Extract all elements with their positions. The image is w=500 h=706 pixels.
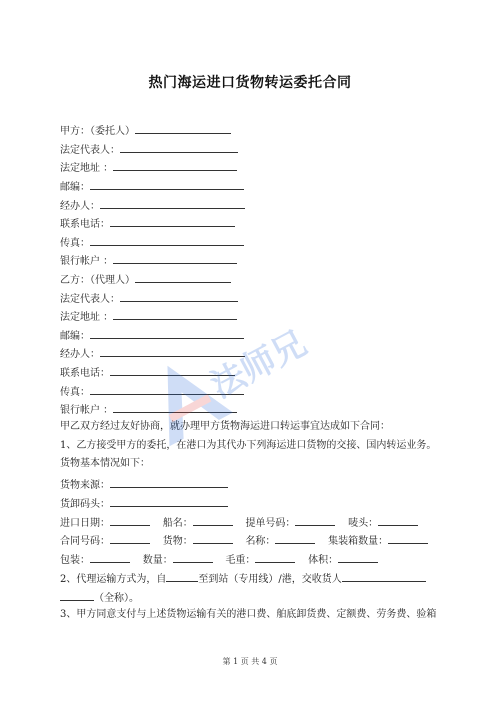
party-b-bank-line xyxy=(60,402,237,417)
party-a-address-line xyxy=(60,160,237,175)
party-a-postcode: 邮编： xyxy=(60,182,90,193)
unload-dock-line xyxy=(60,496,228,511)
cargo-source-line xyxy=(60,477,228,492)
blank-line xyxy=(110,477,228,488)
party-a-rep: 法定代表人： xyxy=(60,145,120,156)
party-a-rep-line xyxy=(60,142,238,157)
party-a-agent: 经办人： xyxy=(60,201,100,212)
watermark-text: 法师兄 xyxy=(204,323,314,407)
party-a-fax-line xyxy=(60,235,244,250)
party-b-agent-line xyxy=(60,346,245,361)
party-b-fax-line xyxy=(60,384,244,399)
intro-paragraph: 甲乙双方经过友好协商，就办理甲方货物海运进口转运事宜达成如下合同： xyxy=(60,421,390,432)
party-a-agent-line xyxy=(60,198,245,213)
party-a-phone-line xyxy=(60,216,235,231)
blank-line xyxy=(90,179,244,190)
blank-line xyxy=(113,160,237,171)
party-b-address: 法定地址 ： xyxy=(60,312,114,323)
blank-line xyxy=(110,515,150,526)
cargo-row-2 xyxy=(60,533,428,548)
blank-line xyxy=(275,533,315,544)
blank-line xyxy=(388,533,428,544)
party-b-bank: 银行帐户 ： xyxy=(60,405,114,416)
blank-line xyxy=(90,384,244,395)
blank-line xyxy=(60,590,94,601)
blank-line xyxy=(110,216,235,227)
party-b-address-line xyxy=(60,309,237,324)
party-b-rep-line xyxy=(60,291,238,306)
party-a-phone: 联系电话： xyxy=(60,219,110,230)
blank-line xyxy=(135,272,231,283)
party-a-postcode-line xyxy=(60,179,244,194)
party-b-postcode: 邮编： xyxy=(60,331,90,342)
cargo-source-label: 货物来源： xyxy=(60,480,110,491)
clause-3: 3、甲方同意支付与上述货物运输有关的港口费、舶底卸货费、定额费、劳务费、验箱 xyxy=(60,609,437,620)
party-a-bank-line xyxy=(60,253,237,268)
clause-2 xyxy=(60,571,426,586)
mark-label: 唛头： xyxy=(348,518,379,529)
blank-line xyxy=(338,552,378,563)
contract-number-label: 合同号码： xyxy=(60,536,110,547)
clause-2-continued xyxy=(60,590,139,605)
import-date-label: 进口日期： xyxy=(60,518,110,529)
blank-line xyxy=(135,123,231,134)
clause-2-part-a: 2、代理运输方式为，自 xyxy=(60,574,167,585)
packing-label: 包装： xyxy=(60,555,90,566)
party-b-fax: 传真： xyxy=(60,387,90,398)
blank-line xyxy=(120,142,238,153)
blank-line xyxy=(113,253,237,264)
blank-line xyxy=(113,309,237,320)
blank-line xyxy=(90,552,130,563)
party-b-label-line xyxy=(60,272,231,287)
blank-line xyxy=(90,235,244,246)
blank-line xyxy=(113,402,237,413)
blank-line xyxy=(193,515,233,526)
blank-line xyxy=(110,533,150,544)
party-a-label: 甲方：（委托人） xyxy=(60,126,135,137)
party-b-phone: 联系电话： xyxy=(60,368,110,379)
party-b-label: 乙方：（代理人） xyxy=(60,275,135,286)
cargo-row-3 xyxy=(60,552,378,567)
volume-label: 体积： xyxy=(308,555,339,566)
cargo-heading: 货物基本情况如下： xyxy=(60,458,150,469)
party-b-postcode-line xyxy=(60,328,244,343)
party-b-agent: 经办人： xyxy=(60,349,100,360)
page-footer: 第 1 页 共 4 页 xyxy=(222,657,278,666)
goods-name-label: 名称： xyxy=(245,536,276,547)
bill-number-label: 提单号码： xyxy=(245,518,296,529)
blank-line xyxy=(110,496,228,507)
clause-2-part-c: （全称）。 xyxy=(94,593,139,604)
blank-line xyxy=(193,533,233,544)
document-title: 热门海运进口货物转运委托合同 xyxy=(148,75,352,91)
blank-line xyxy=(90,328,244,339)
party-a-bank: 银行帐户 ： xyxy=(60,256,114,267)
unload-dock-label: 货卸码头： xyxy=(60,499,110,510)
goods-label: 货物： xyxy=(162,536,193,547)
blank-line xyxy=(120,291,238,302)
blank-line xyxy=(255,552,295,563)
container-count-label: 集装箱数量： xyxy=(328,536,389,547)
gross-weight-label: 毛重： xyxy=(225,555,256,566)
blank-line xyxy=(295,515,335,526)
blank-line xyxy=(166,571,198,582)
blank-line xyxy=(378,515,418,526)
clause-2-part-b: 至到站（专用线）/港，交收货人 xyxy=(198,574,342,585)
party-a-label-line xyxy=(60,123,231,138)
party-b-phone-line xyxy=(60,365,235,380)
blank-line xyxy=(100,198,245,209)
party-a-address: 法定地址 ： xyxy=(60,163,114,174)
blank-line xyxy=(100,346,245,357)
ship-name-label: 船名： xyxy=(162,518,193,529)
party-b-rep: 法定代表人： xyxy=(60,294,120,305)
party-a-fax: 传真： xyxy=(60,238,90,249)
blank-line xyxy=(342,571,426,582)
clause-1: 1、乙方接受甲方的委托，在港口为其代办下列海运进口货物的交接、国内转运业务。 xyxy=(60,440,437,451)
quantity-label: 数量： xyxy=(142,555,173,566)
blank-line xyxy=(110,365,235,376)
blank-line xyxy=(173,552,213,563)
cargo-row-1 xyxy=(60,515,418,530)
